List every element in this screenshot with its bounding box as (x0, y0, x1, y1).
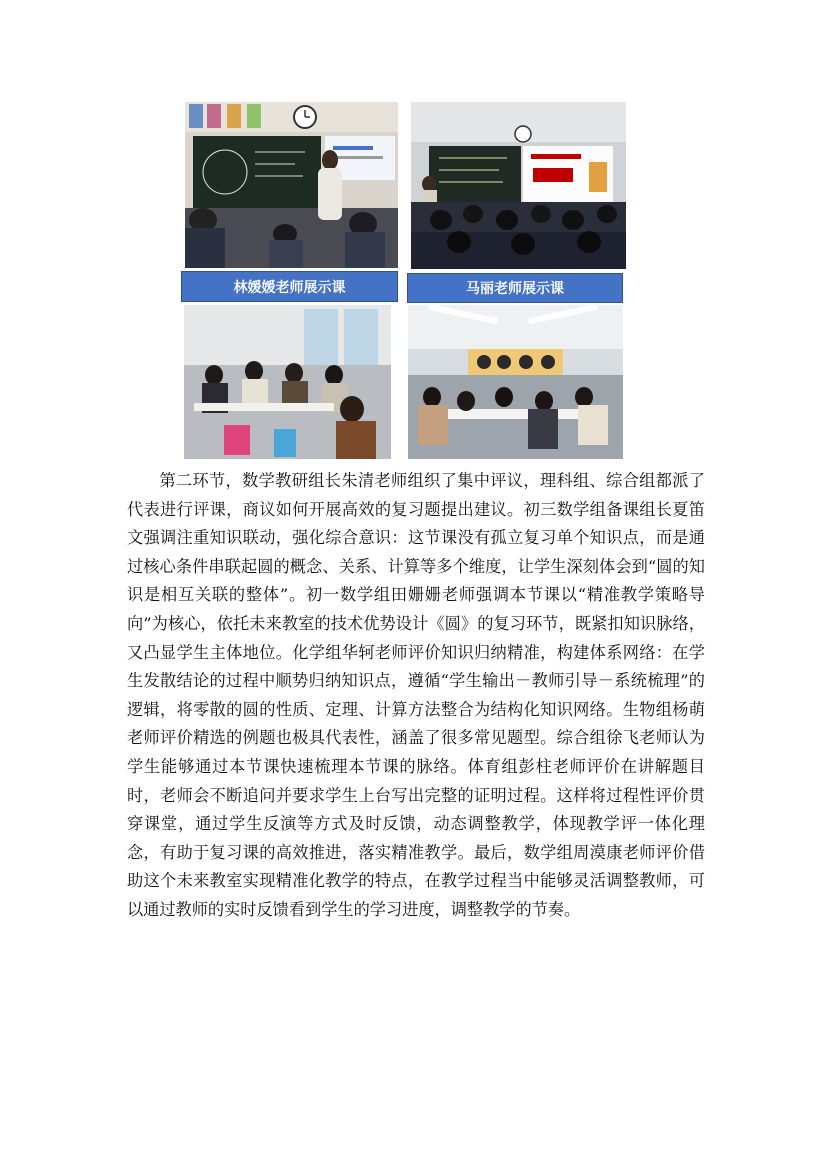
paragraph-text: 第二环节，数学教研组长朱清老师组织了集中评议，理科组、综合组都派了代表进行评课，商议如何开展高效的复习题提出建议。初三数学组备课组长夏笛文强调注重知识联动，强化综合意识：这节课没有孤立复习单个知识点，而是通过核心条件串联起圆的概念、关系、计算等多个维度，让学生深刻体会到“圆的知识是相互关联的整体”。初一数学组田姗姗老师强调本节课以“精准教学策略导向”为核心，依托未来教室的技术优势设计《圆》的复习环节，既紧扣知识脉络，又凸显学生主体地位。化学组华轲老师评价知识归纳精准，构建体系网络：在学生发散结论的过程中顺势归纳知识点，遵循“学生输出－教师引导－系统梳理”的逻辑，将零散的圆的性质、定理、计算方法整合为结构化知识网络。生物组杨萌老师评价精选的例题也极具代表性，涵盖了很多常见题型。综合组徐飞老师认为学生能够通过本节课快速梳理本节课的脉络。体育组彭柱老师评价在讲解题目时，老师会不断追问并要求学生上台写出完整的证明过程。这样将过程性评价贯穿课堂，通过学生反演等方式及时反馈，动态调整教学，体现教学评一体化理念，有助于复习课的高效推进，落实精准教学。最后，数学组周漠康老师评价借助这个未来教室实现精准化教学的特点，在教学过程当中能够灵活调整教师，可以通过教师的实时反馈看到学生的学习进度，调整教学的节奏。 (127, 471, 705, 919)
photo-meeting-room (408, 305, 623, 459)
photo-teacher-chalkboard (185, 102, 398, 268)
body-paragraph (127, 467, 705, 925)
caption-ma-li (407, 273, 623, 303)
photo-2-image (411, 102, 626, 269)
caption-right-text: 马丽老师展示课 (466, 281, 564, 297)
photo-teachers-discussion (184, 305, 391, 459)
photo-1-image (185, 102, 398, 268)
caption-lin-yuanyuan (181, 271, 398, 302)
photo-4-image (408, 305, 623, 459)
caption-left-text: 林媛媛老师展示课 (233, 279, 346, 296)
photo-3-image (184, 305, 391, 459)
photo-classroom-smartboard (411, 102, 626, 269)
